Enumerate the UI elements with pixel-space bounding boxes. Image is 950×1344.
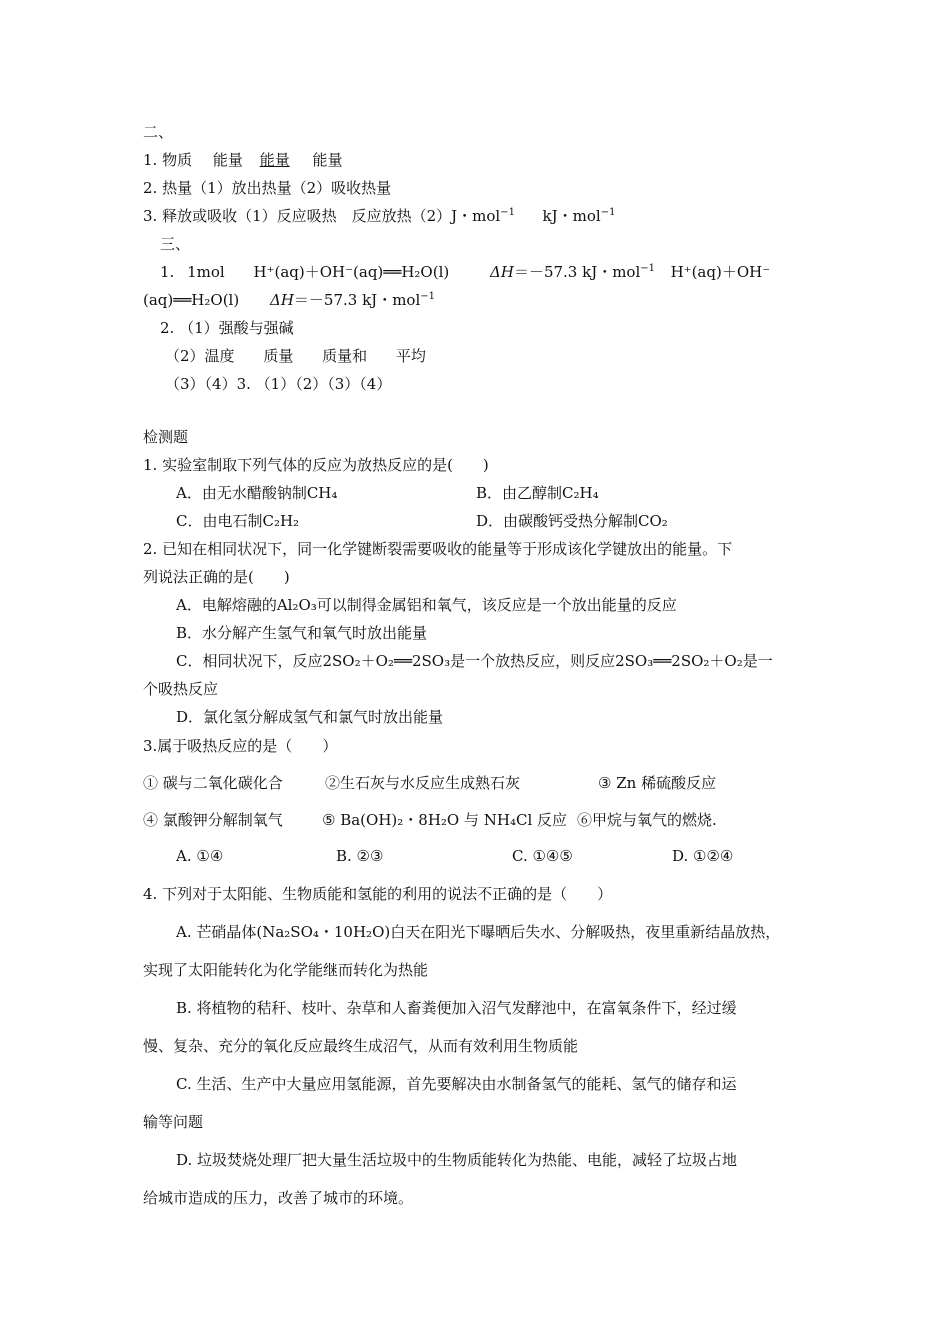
answer-text-underlined: 能量 xyxy=(259,151,290,169)
q2-option-a: A．电解熔融的Al₂O₃可以制得金属铝和氧气，该反应是一个放出能量的反应 xyxy=(176,596,677,614)
answer-line-2-3 xyxy=(143,206,615,226)
q4-option-b-line1: B. 将植物的秸秆、枝叶、杂草和人畜粪便加入沼气发酵池中，在富氧条件下，经过缓 xyxy=(176,999,737,1017)
item-number: 1. xyxy=(160,263,175,281)
answer-text: 1mol xyxy=(187,263,225,281)
q4-stem: 4. 下列对于太阳能、生物质能和氢能的利用的说法不正确的是（ ） xyxy=(143,885,613,903)
answer-text: 物质 xyxy=(162,151,193,169)
answer-line-3-2: 2. （1）强酸与强碱 xyxy=(160,319,294,337)
answer-text: 3. 释放或吸收（1）反应吸热 反应放热（2）J・mol xyxy=(143,207,501,225)
q3-stem: 3.属于吸热反应的是（ ） xyxy=(143,737,338,755)
q4-option-d-line1: D. 垃圾焚烧处理厂把大量生活垃圾中的生物质能转化为热能、电能，减轻了垃圾占地 xyxy=(176,1151,738,1169)
q1-option-a: A．由无水醋酸钠制CH₄ xyxy=(176,484,338,502)
answer-line-3-3 xyxy=(165,346,426,366)
section-heading-2: 二、 xyxy=(143,123,174,141)
enthalpy-value: ＝－57.3 kJ・mol xyxy=(293,291,421,309)
q2-option-c-line1: C．相同状况下，反应2SO₂＋O₂══2SO₃是一个放热反应，则反应2SO₃══2SO₂＋O₂是一 xyxy=(176,652,773,670)
q4-option-a-line1: A. 芒硝晶体(Na₂SO₄・10H₂O)白天在阳光下曝晒后失水、分解吸热，夜里重新结晶放热， xyxy=(176,923,781,941)
delta-h: ΔH xyxy=(270,291,294,309)
q1-option-d: D．由碳酸钙受热分解制CO₂ xyxy=(476,512,668,530)
answer-line-3-1b xyxy=(143,290,435,310)
answer-text: 能量 xyxy=(312,151,343,169)
q3-item-2: ②生石灰与水反应生成熟石灰 xyxy=(325,774,521,792)
delta-h: ΔH xyxy=(490,263,514,281)
answer-text: 平均 xyxy=(395,347,426,365)
q3-item-3: ③ Zn 稀硫酸反应 xyxy=(598,774,717,792)
answer-text: 能量 xyxy=(212,151,243,169)
q2-stem-line1: 2. 已知在相同状况下，同一化学键断裂需要吸收的能量等于形成该化学键放出的能量。下 xyxy=(143,540,733,558)
q3-option-c: C. ①④⑤ xyxy=(512,847,573,865)
answer-text: 质量和 xyxy=(322,347,368,365)
answer-line-2-1 xyxy=(143,150,343,170)
q3-option-a: A. ①④ xyxy=(176,847,224,865)
answer-text: 质量 xyxy=(263,347,294,365)
answer-line-2-2: 2. 热量（1）放出热量（2）吸收热量 xyxy=(143,179,392,197)
q4-option-c-line2: 输等问题 xyxy=(143,1113,204,1131)
superscript: −1 xyxy=(600,207,616,218)
q3-item-4: ④ 氯酸钾分解制氧气 xyxy=(143,811,283,829)
q2-option-d: D．氯化氢分解成氢气和氯气时放出能量 xyxy=(176,708,444,726)
q1-stem: 1. 实验室制取下列气体的反应为放热反应的是( ) xyxy=(143,456,489,474)
answer-text: （2）温度 xyxy=(165,347,235,365)
q3-item-5: ⑤ Ba(OH)₂・8H₂O 与 NH₄Cl 反应 xyxy=(322,811,568,829)
equation: (aq)══H₂O(l) xyxy=(143,291,240,309)
answer-text: kJ・mol xyxy=(542,207,601,225)
item-number: 1. xyxy=(143,151,158,169)
enthalpy-value: ＝－57.3 kJ・mol xyxy=(513,263,641,281)
equation: H⁺(aq)＋OH⁻ xyxy=(670,263,771,281)
q1-option-c: C．由电石制C₂H₂ xyxy=(176,512,300,530)
q3-option-b: B. ②③ xyxy=(336,847,384,865)
superscript: −1 xyxy=(420,291,435,302)
q3-item-1: ① 碳与二氧化碳化合 xyxy=(143,774,283,792)
answer-line-3-4: （3）（4）3. （1）（2）（3）（4） xyxy=(165,375,392,393)
q3-item-6: ⑥甲烷与氧气的燃烧. xyxy=(577,811,717,829)
q2-option-c-line2: 个吸热反应 xyxy=(143,680,219,698)
test-heading: 检测题 xyxy=(143,428,189,446)
q4-option-c-line1: C. 生活、生产中大量应用氢能源，首先要解决由水制备氢气的能耗、氢气的储存和运 xyxy=(176,1075,737,1093)
section-heading-3: 三、 xyxy=(160,235,191,253)
superscript: −1 xyxy=(640,263,656,274)
q2-stem-line2: 列说法正确的是( ) xyxy=(143,568,290,586)
q4-option-a-line2: 实现了太阳能转化为化学能继而转化为热能 xyxy=(143,961,429,979)
answer-line-3-1a xyxy=(160,262,770,282)
q1-option-b: B．由乙醇制C₂H₄ xyxy=(476,484,599,502)
equation: H⁺(aq)＋OH⁻(aq)══H₂O(l) xyxy=(253,263,450,281)
q4-option-b-line2: 慢、复杂、充分的氧化反应最终生成沼气，从而有效利用生物质能 xyxy=(143,1037,579,1055)
q4-option-d-line2: 给城市造成的压力，改善了城市的环境。 xyxy=(143,1189,414,1207)
superscript: −1 xyxy=(500,207,515,218)
q2-option-b: B．水分解产生氢气和氧气时放出能量 xyxy=(176,624,428,642)
q3-option-d: D. ①②④ xyxy=(672,847,734,865)
